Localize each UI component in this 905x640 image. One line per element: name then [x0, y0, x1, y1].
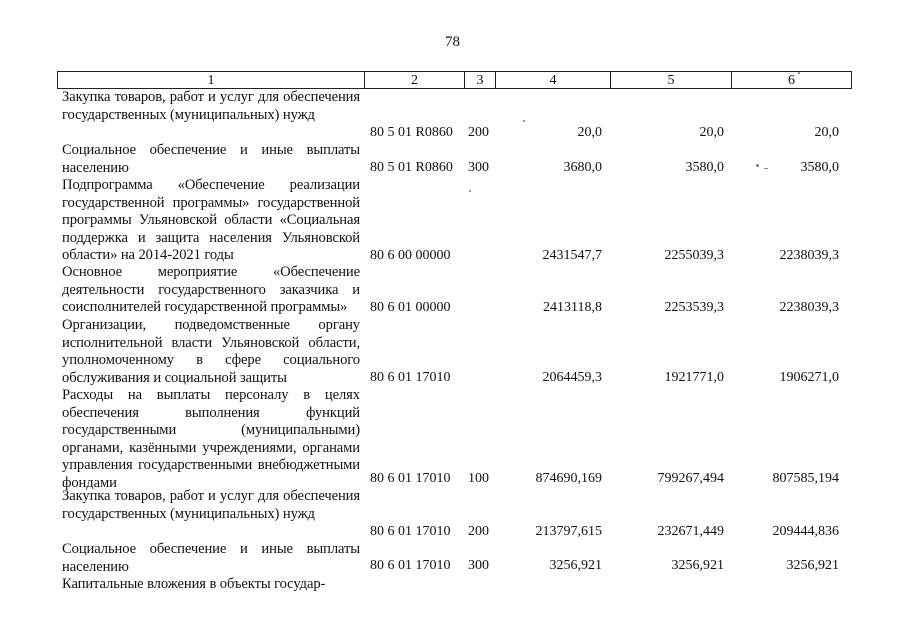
row-value-col5: 3580,0 [685, 160, 724, 175]
header-col-4: 4 [496, 72, 611, 89]
row-code: 80 6 01 17010 [370, 471, 451, 486]
scan-speck [798, 72, 800, 74]
row-code: 80 6 01 17010 [370, 370, 451, 385]
scan-speck [469, 190, 471, 192]
row-value-col6: 2238039,3 [779, 300, 839, 315]
row-value-col5: 1921771,0 [664, 370, 724, 385]
row-value-col4: 213797,615 [535, 524, 602, 539]
row-code: 80 6 01 17010 [370, 558, 451, 573]
row-expense-type: 300 [468, 160, 489, 175]
row-value-col5: 3256,921 [671, 558, 724, 573]
row-value-col4: 2413118,8 [543, 300, 602, 315]
row-description: Закупка товаров, работ и услуг для обеспечения государственных (муниципальных) нужд [62, 488, 360, 522]
header-col-5: 5 [611, 72, 732, 89]
row-description: Организации, подведомственные органу исполнительной власти Ульяновской области, уполномоченному в сфере социального обслуживания и социальной защиты [62, 317, 360, 386]
row-value-col6: 3256,921 [786, 558, 839, 573]
row-code: 80 6 01 00000 [370, 300, 451, 315]
header-col-2: 2 [365, 72, 465, 89]
header-col-6: 6 [732, 72, 852, 89]
row-value-col6: 1906271,0 [779, 370, 839, 385]
scan-speck [756, 164, 759, 167]
scan-speck [523, 120, 525, 122]
row-description: Социальное обеспечение и иные выплаты населению [62, 541, 360, 575]
row-expense-type: 300 [468, 558, 489, 573]
row-description: Социальное обеспечение и иные выплаты населению [62, 142, 360, 176]
row-value-col4: 2064459,3 [542, 370, 602, 385]
row-value-col5: 20,0 [699, 125, 724, 140]
row-value-col6: 2238039,3 [779, 248, 839, 263]
page-number: 78 [445, 34, 460, 50]
row-description: Закупка товаров, работ и услуг для обеспечения государственных (муниципальных) нужд [62, 89, 360, 123]
row-value-col5: 2253539,3 [664, 300, 724, 315]
row-value-col4: 874690,169 [535, 471, 602, 486]
row-value-col6: 807585,194 [772, 471, 839, 486]
scan-speck [764, 168, 768, 169]
row-value-col4: 3680,0 [563, 160, 602, 175]
row-value-col4: 2431547,7 [542, 248, 602, 263]
column-number-header [57, 71, 852, 89]
header-col-1: 1 [58, 72, 365, 89]
row-description: Основное мероприятие «Обеспечение деятельности государственного заказчика и соисполнителей государственной программы» [62, 264, 360, 315]
row-code: 80 6 01 17010 [370, 524, 451, 539]
row-description: Расходы на выплаты персоналу в целях обеспечения выполнения функций государственными (муниципальными) органами, казёнными учреждениями, органами управления государственными внебюджетными фондами [62, 387, 360, 491]
row-value-col6: 209444,836 [772, 524, 839, 539]
header-col-3: 3 [465, 72, 496, 89]
row-value-col5: 799267,494 [657, 471, 724, 486]
row-description: Подпрограмма «Обеспечение реализации государственной программы» государственной программы Ульяновской области «Социальная поддержка и защита населения Ульяновской области» на 2014-2021 годы [62, 177, 360, 263]
row-value-col4: 20,0 [577, 125, 602, 140]
row-value-col5: 232671,449 [657, 524, 724, 539]
row-expense-type: 200 [468, 125, 489, 140]
row-code: 80 5 01 R0860 [370, 160, 453, 175]
row-value-col4: 3256,921 [549, 558, 602, 573]
row-code: 80 6 00 00000 [370, 248, 451, 263]
row-expense-type: 200 [468, 524, 489, 539]
row-value-col5: 2255039,3 [664, 248, 724, 263]
row-value-col6: 3580,0 [800, 160, 839, 175]
row-value-col6: 20,0 [814, 125, 839, 140]
row-description: Капитальные вложения в объекты государ- [62, 576, 326, 592]
row-code: 80 5 01 R0860 [370, 125, 453, 140]
row-expense-type: 100 [468, 471, 489, 486]
